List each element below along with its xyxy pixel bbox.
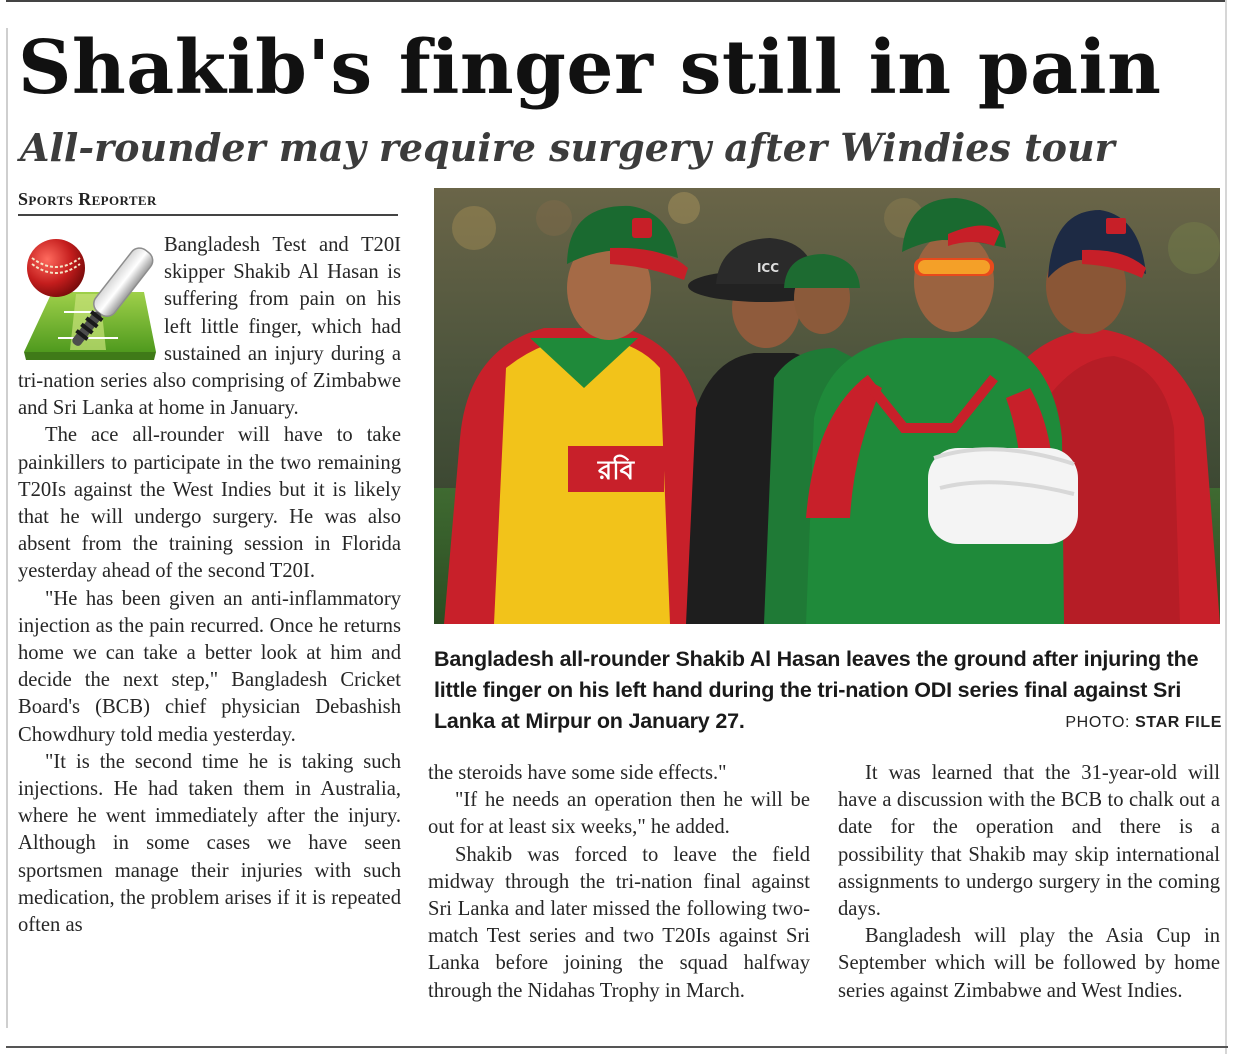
umpire-cap-text: ICC	[756, 261, 780, 275]
right-rule	[1225, 0, 1227, 1054]
article-column-3	[838, 760, 1220, 1005]
top-rule	[6, 0, 1226, 2]
paragraph: Shakib was forced to leave the field midway through the tri-nation final against Sri Lanka and later missed the following two-match Test series and two T20Is against Sri Lanka before joining the squad halfway through the Nidahas Trophy in March.	[428, 843, 810, 1002]
left-rule	[6, 28, 8, 1028]
paragraph: "It is the second time he is taking such injections. He had taken them in Australia, where he went immediately after the injury. Although in some cases we have seen sportsmen manage their injuries with such medication, the problem arises if it is repeated often as	[18, 750, 401, 937]
paragraph: Bangladesh Test and T20I skipper Shakib Al Hasan is suffering from pain on his left little finger, which had sustained an injury during a tri-nation series also comprising of Zimbabwe and Sri Lanka at home in January.	[18, 234, 401, 420]
paragraph: Bangladesh will play the Asia Cup in September which will be followed by home series against Zimbabwe and West Indies.	[838, 925, 1220, 1002]
bottom-rule	[6, 1046, 1228, 1048]
paragraph: It was learned that the 31-year-old will have a discussion with the BCB to chalk out a date for the operation and there is a possibility that Shakib may skip international assignments to undergo surgery in the coming days.	[838, 762, 1220, 921]
photo-credit-source: STAR FILE	[1135, 714, 1222, 731]
jersey-sponsor-text: রবি	[597, 456, 635, 486]
paragraph: "If he needs an operation then he will be out for at least six weeks," he added.	[428, 789, 810, 839]
photo-caption: Bangladesh all-rounder Shakib Al Hasan leaves the ground after injuring the little finger on his left hand during the tri-nation ODI series final against Sri Lanka at Mirpur on January 27.	[434, 647, 1199, 733]
paragraph: The ace all-rounder will have to take painkillers to participate in the two remaining T20Is against the West Indies but it is likely that he will undergo surgery. He was also absent from the training session in Florida yesterday ahead of the second T20I.	[18, 424, 401, 583]
byline: Sports Reporter	[18, 189, 398, 216]
news-photo	[434, 188, 1220, 624]
paragraph: "He has been given an anti-inflammatory injection as the pain recurred. Once he returns home we can take a better look at him and decide the next step," Bangladesh Cricket Board's (BCB) chief physician Debashish Chowdhury told media yesterday.	[18, 587, 401, 746]
photo-credit-label: PHOTO:	[1065, 714, 1131, 731]
article-column-2	[428, 760, 810, 1005]
cricket-ball-and-bat-icon	[18, 234, 156, 368]
photo-credit	[1060, 714, 1222, 732]
headline: Shakib's finger still in pain	[18, 25, 1162, 111]
paragraph: the steroids have some side effects."	[428, 762, 727, 784]
subheadline: All-rounder may require surgery after Windies tour	[20, 125, 1115, 170]
article-column-1	[18, 232, 401, 939]
